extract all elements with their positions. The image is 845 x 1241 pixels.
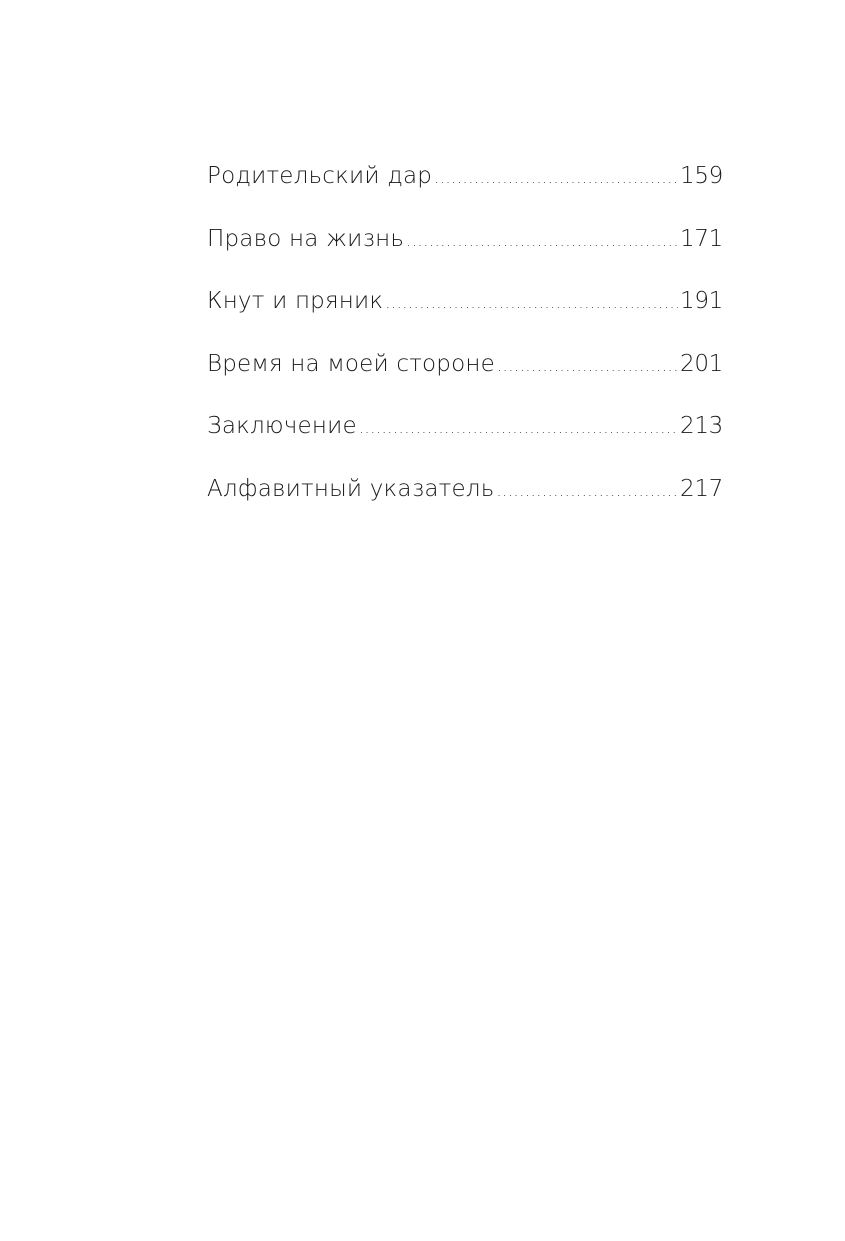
toc-entry-page: 213 bbox=[680, 413, 723, 440]
toc-entry-page: 201 bbox=[680, 350, 723, 377]
toc-entry-page: 171 bbox=[680, 225, 723, 252]
toc-entry-title: Родительский дар bbox=[207, 163, 433, 189]
dot-leader bbox=[359, 418, 678, 437]
dot-leader bbox=[496, 481, 678, 500]
toc-entry[interactable] bbox=[207, 413, 723, 476]
toc-entry[interactable] bbox=[207, 226, 723, 289]
dot-leader bbox=[406, 231, 678, 250]
toc-entry-title: Время на моей стороне bbox=[207, 350, 495, 377]
table-of-contents bbox=[207, 163, 723, 539]
toc-entry-title: Кнут и пряник bbox=[207, 288, 384, 315]
dot-leader bbox=[385, 293, 678, 312]
dot-leader bbox=[497, 356, 678, 375]
toc-entry-page: 217 bbox=[680, 475, 723, 502]
toc-entry[interactable] bbox=[207, 288, 723, 351]
dot-leader bbox=[434, 168, 678, 187]
toc-entry[interactable] bbox=[207, 163, 723, 226]
toc-entry-title: Заключение bbox=[207, 413, 357, 440]
toc-entry-title: Право на жизнь bbox=[207, 225, 405, 252]
toc-entry[interactable] bbox=[207, 351, 723, 414]
toc-entry-page: 159 bbox=[680, 163, 723, 189]
toc-entry[interactable] bbox=[207, 476, 723, 539]
toc-entry-page: 191 bbox=[680, 288, 723, 315]
toc-entry-title: Алфавитный указатель bbox=[207, 475, 495, 502]
